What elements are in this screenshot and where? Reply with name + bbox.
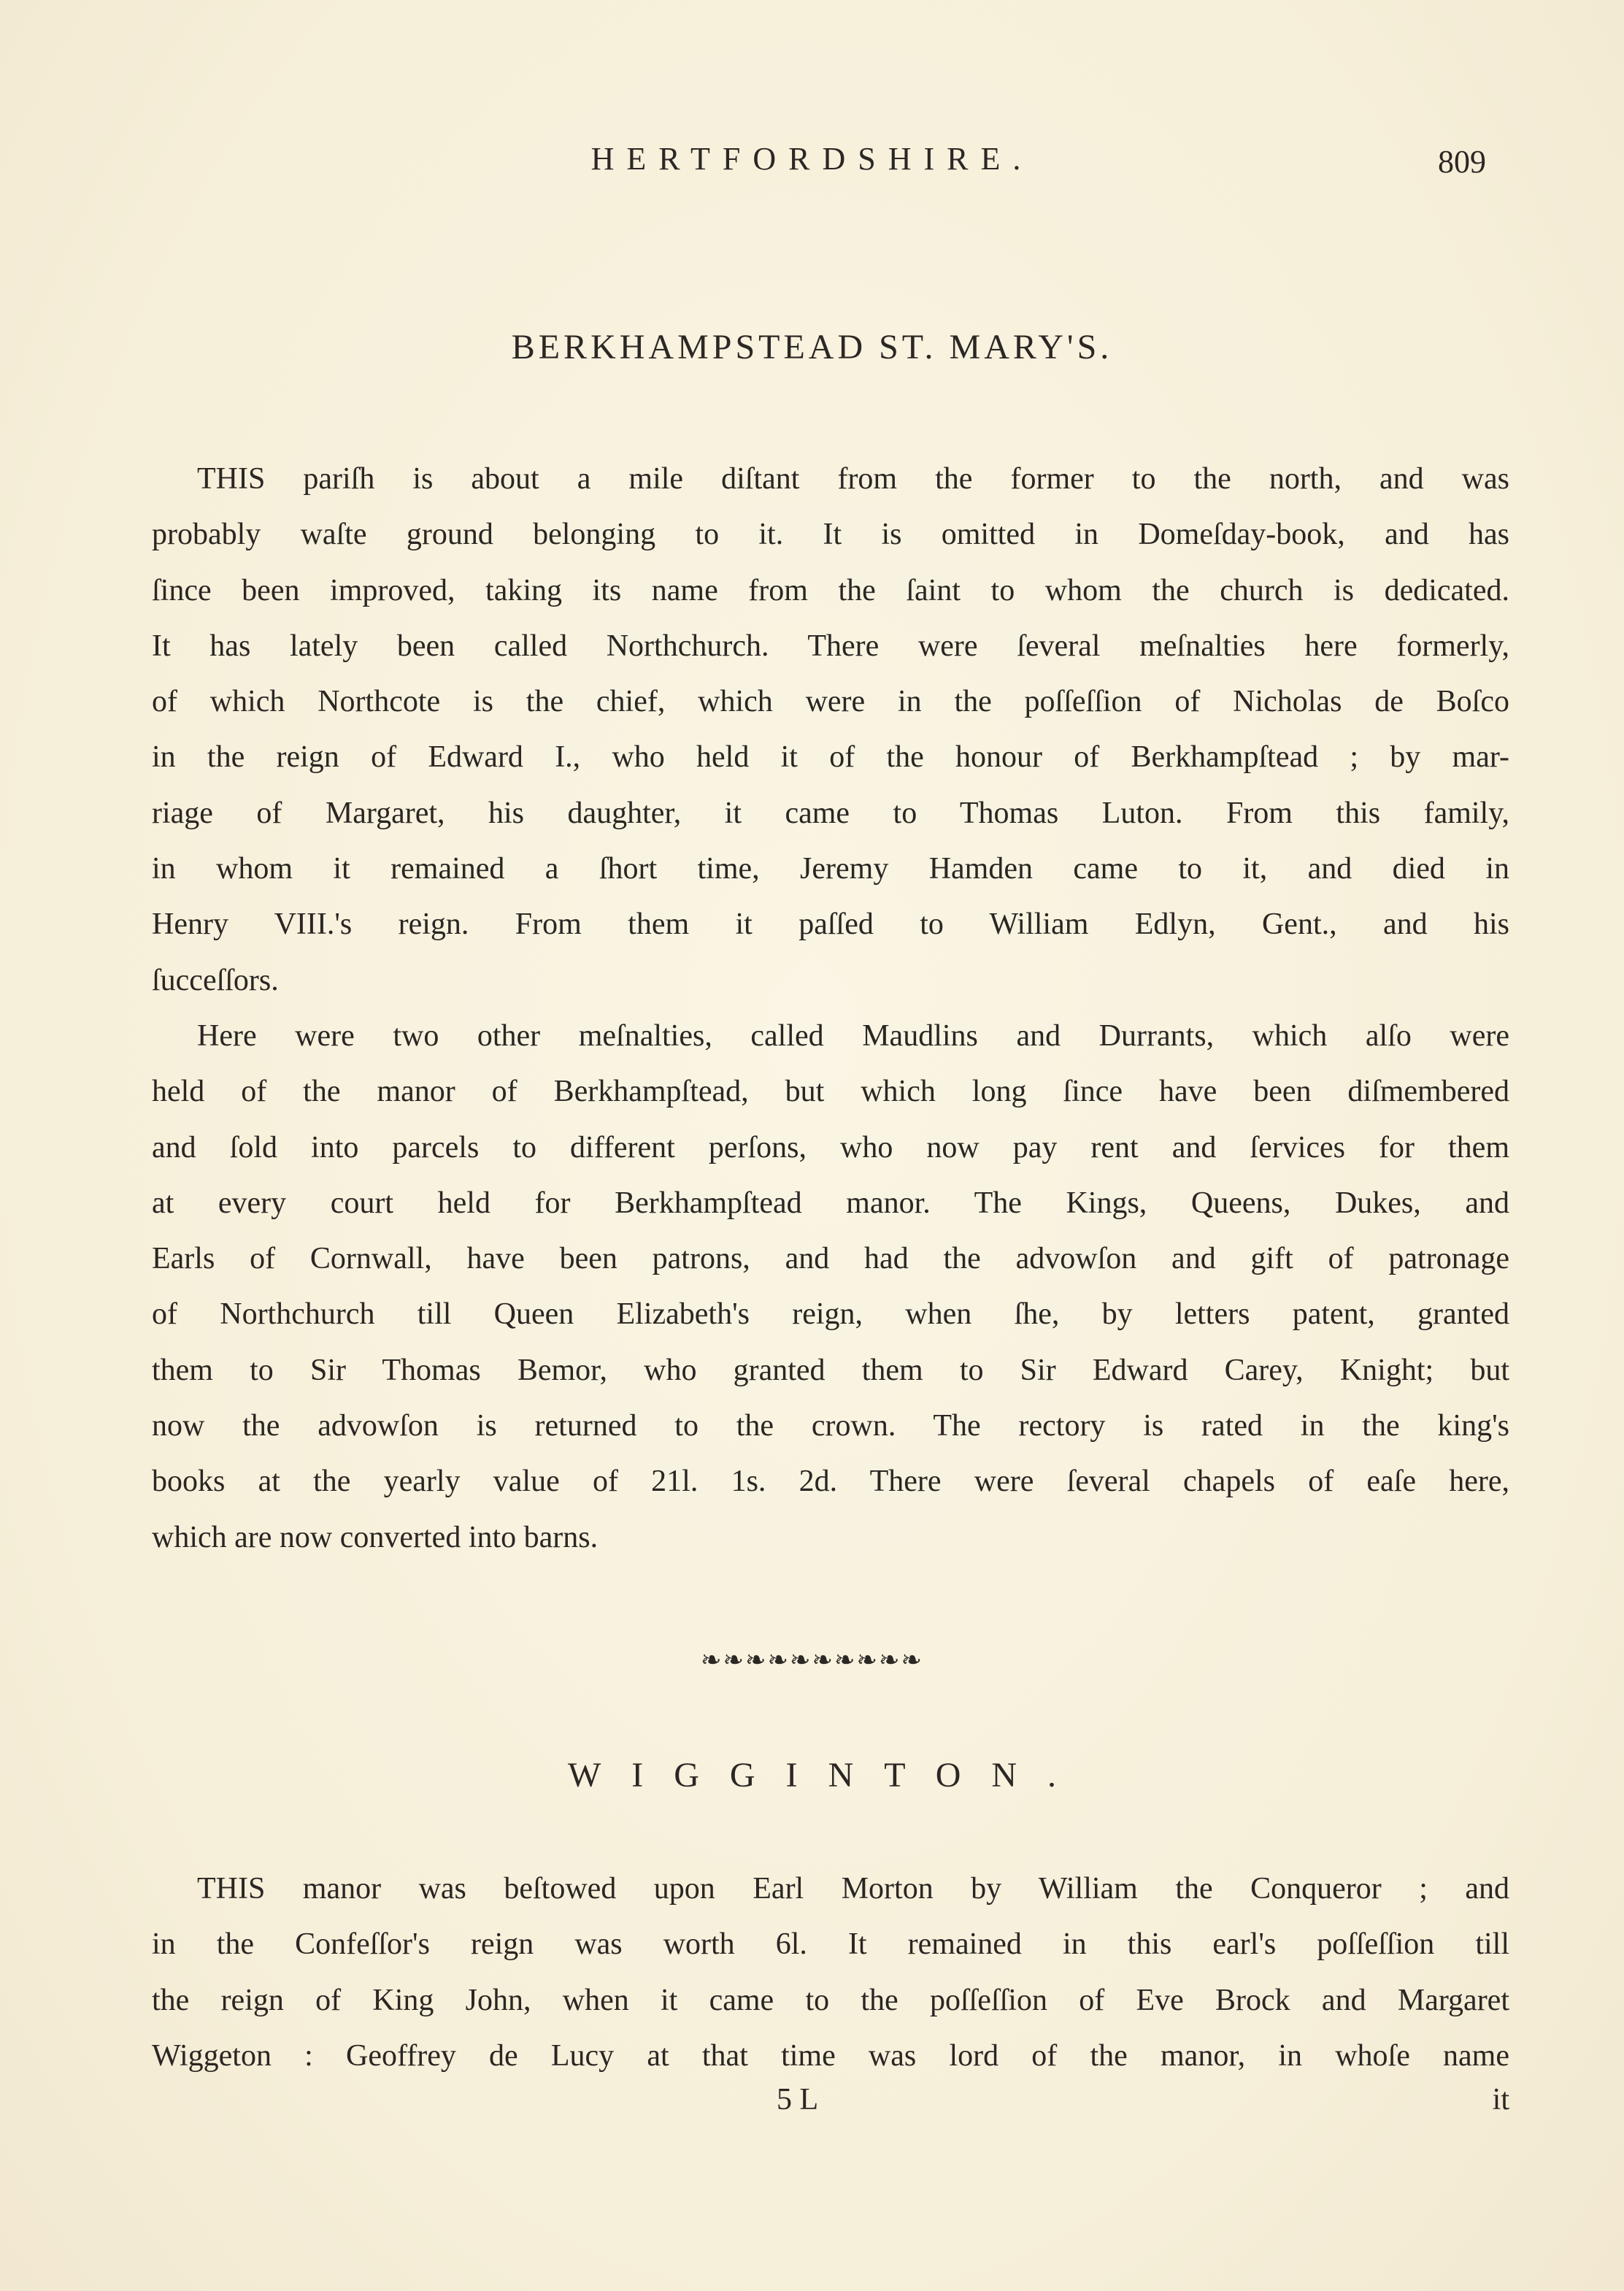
text-line: probably waſte ground belonging to it. It is omitted in Domeſday-book, and has: [152, 518, 1509, 552]
text-line: ſince been improved, taking its name from the ſaint to whom the church is dedicated.: [152, 573, 1509, 607]
text-line: ſucceſſors.: [152, 963, 279, 997]
catchword: it: [1492, 2083, 1509, 2117]
text-line: Wiggeton : Geoffrey de Lucy at that time was lord of the manor, in whoſe name: [152, 2038, 1509, 2073]
text-line: of which Northcote is the chief, which were in the poſſeſſion of Nicholas de Boſco: [152, 685, 1509, 719]
text-line: held of the manor of Berkhampſtead, but which long ſince have been diſmembered: [152, 1075, 1509, 1109]
page-footer: [152, 2082, 1509, 2126]
section-title-wigginton: WIGGINTON.: [567, 1756, 1088, 1795]
text-line: THIS manor was beſtowed upon Earl Morton by William the Conqueror ; and: [197, 1872, 1509, 1906]
text-line: and ſold into parcels to different perſons, who now pay rent and ſervices for them: [152, 1130, 1509, 1164]
text-line: of Northchurch till Queen Elizabeth's reign, when ſhe, by letters patent, granted: [152, 1297, 1509, 1332]
text-line: which are now converted into barns.: [152, 1520, 599, 1554]
text-line: the reign of King John, when it came to the poſſeſſion of Eve Brock and Margaret: [152, 1983, 1509, 2017]
section-title-berkhampstead: BERKHAMPSTEAD ST. MARY'S.: [511, 328, 1113, 367]
berkhampstead-text: [152, 451, 1509, 1565]
text-line: books at the yearly value of 21l. 1s. 2d. There were ſeveral chapels of eaſe here,: [152, 1465, 1509, 1499]
text-line: now the advowſon is returned to the crown. The rectory is rated in the king's: [152, 1409, 1509, 1443]
section-divider-ornament: ❧❧❧❧❧❧❧❧❧❧: [701, 1647, 923, 1674]
signature-mark: 5 L: [777, 2083, 819, 2117]
page-number: 809: [1438, 144, 1486, 180]
text-line: them to Sir Thomas Bemor, who granted them to Sir Edward Carey, Knight; but: [152, 1353, 1509, 1387]
text-line: at every court held for Berkhampſtead manor. The Kings, Queens, Dukes, and: [152, 1186, 1509, 1220]
text-line: THIS pariſh is about a mile diſtant from the former to the north, and was: [197, 462, 1509, 496]
text-line: in the Confeſſor's reign was worth 6l. It remained in this earl's poſſeſſion till: [152, 1927, 1509, 1962]
text-line: riage of Margaret, his daughter, it came to Thomas Luton. From this family,: [152, 796, 1509, 830]
text-line: in whom it remained a ſhort time, Jeremy Hamden came to it, and died in: [152, 852, 1509, 886]
text-line: It has lately been called Northchurch. There were ſeveral meſnalties here formerly,: [152, 629, 1509, 663]
text-line: Henry VIII.'s reign. From them it paſſed to William Edlyn, Gent., and his: [152, 907, 1509, 942]
running-title: HERTFORDSHIRE.: [590, 141, 1034, 177]
wigginton-text: [152, 1861, 1509, 2084]
text-line: in the reign of Edward I., who held it of the honour of Berkhampſtead ; by mar-: [152, 740, 1509, 775]
text-line: Here were two other meſnalties, called Maudlins and Durrants, which alſo were: [197, 1018, 1509, 1053]
text-line: Earls of Cornwall, have been patrons, and had the advowſon and gift of patronage: [152, 1242, 1509, 1276]
